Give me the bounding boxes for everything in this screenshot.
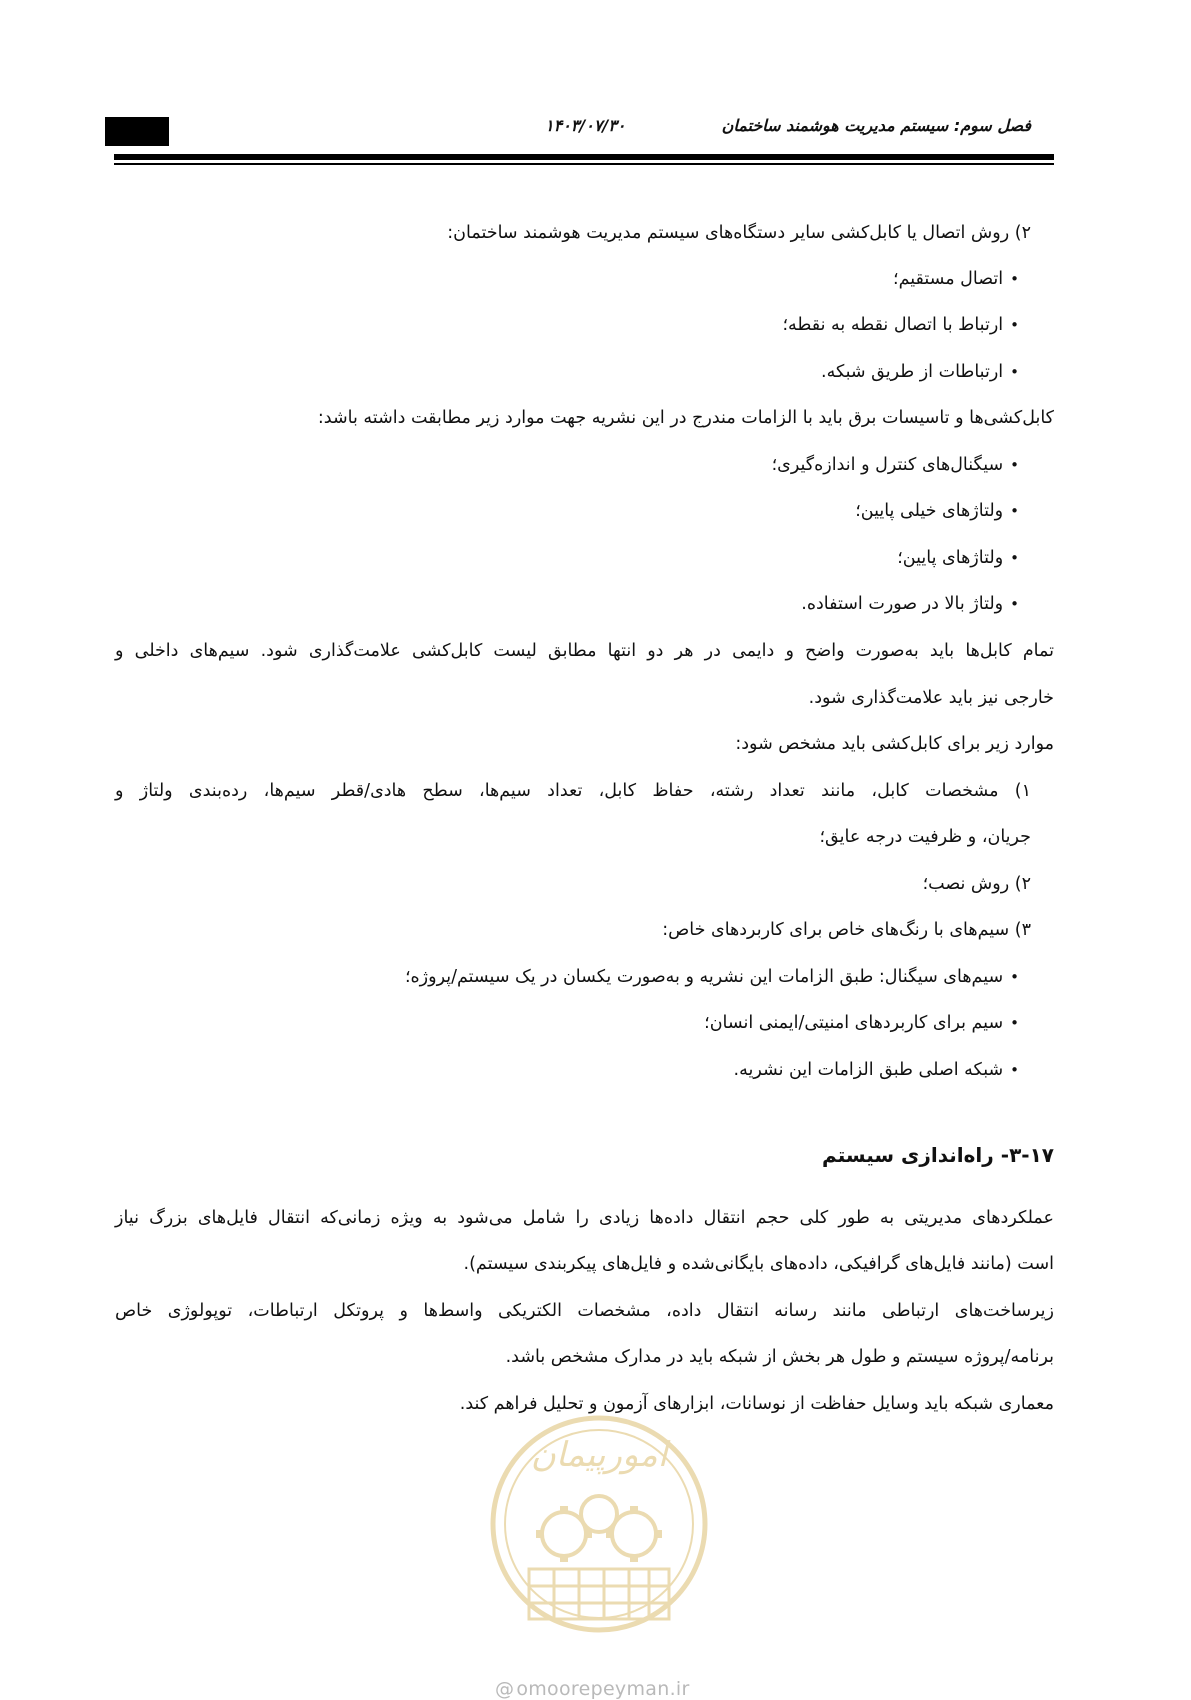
spec-item-3: ۳) سیم‌های با رنگ‌های خاص برای کاربردهای خاص: [662, 920, 1031, 940]
spec-item-1-line2: جریان، و ظرفیت درجه عایق؛ [819, 827, 1031, 847]
cabling-intro: کابل‌کشی‌ها و تاسیسات برق باید با الزامات مندرج در این نشریه جهت موارد زیر مطابقت داشته باشد: [317, 408, 1054, 428]
header-rule-thick [114, 154, 1054, 160]
chapter-title: فصل سوم: سیستم مدیریت هوشمند ساختمان [721, 116, 1031, 135]
bullet-item: • ولتاژهای خیلی پایین؛ [855, 498, 1019, 524]
item-2-connection-methods: ۲) روش اتصال یا کابل‌کشی سایر دستگاه‌های سیستم مدیریت هوشمند ساختمان: [447, 223, 1031, 243]
label-paragraph-line1: تمام کابل‌ها باید به‌صورت واضح و دایمی در هر دو انتها مطابق لیست کابل‌کشی علامت‌گذاری شود. سیم‌های داخلی و [115, 641, 1054, 661]
specify-intro: موارد زیر برای کابل‌کشی باید مشخص شود: [735, 734, 1054, 754]
watermark-logo-text: امورپیمان [530, 1435, 668, 1475]
paragraph-3: معماری شبکه باید وسایل حفاظت از نوسانات، ابزارهای آزمون و تحلیل فراهم کند. [459, 1394, 1054, 1414]
bullet-item: • ولتاژهای پایین؛ [897, 545, 1019, 571]
header-rule-thin [114, 163, 1054, 165]
spec-item-1-line1: ۱) مشخصات کابل، مانند تعداد رشته، حفاظ کابل، تعداد سیم‌ها، سطح هادی/قطر سیم‌ها، رده‌بندی ولتاژ و [115, 781, 1031, 801]
paragraph-1-line2: است (مانند فایل‌های گرافیکی، داده‌های بایگانی‌شده و فایل‌های پیکربندی سیستم). [463, 1254, 1054, 1274]
bullet-item: • ولتاژ بالا در صورت استفاده. [801, 591, 1019, 617]
bullet-item: • ارتباط با اتصال نقطه به نقطه؛ [782, 312, 1019, 338]
section-heading: ۳-۱۷- راه‌اندازی سیستم [822, 1143, 1054, 1167]
label-paragraph-line2: خارجی نیز باید علامت‌گذاری شود. [808, 688, 1054, 708]
bullet-item: • سیم‌های سیگنال: طبق الزامات این نشریه و به‌صورت یکسان در یک سیستم/پروژه؛ [405, 964, 1019, 990]
paragraph-2-line1: زیرساخت‌های ارتباطی مانند رسانه انتقال داده، مشخصات الکتریکی واسط‌ها و پروتکل ارتباطات، توپولوژی خاص [115, 1301, 1054, 1321]
bullet-item: • شبکه اصلی طبق الزامات این نشریه. [734, 1057, 1019, 1083]
spec-item-2: ۲) روش نصب؛ [922, 874, 1031, 894]
bullet-item: • سیم برای کاربردهای امنیتی/ایمنی انسان؛ [704, 1010, 1019, 1036]
bullet-item: • اتصال مستقیم؛ [893, 266, 1019, 292]
watermark-logo [484, 1404, 714, 1684]
bullet-item: • ارتباطات از طریق شبکه. [821, 359, 1019, 385]
page-number-box [105, 117, 169, 146]
header-date: ۱۴۰۳/۰۷/۳۰ [545, 116, 626, 135]
watermark-url: @ omoorepeyman.ir [495, 1678, 690, 1700]
paragraph-1-line1: عملکردهای مدیریتی به طور کلی حجم انتقال داده‌ها زیادی را شامل می‌شود به ویژه زمانی‌که انتقال فایل‌های بزرگ نیاز [115, 1208, 1054, 1228]
bullet-item: • سیگنال‌های کنترل و اندازه‌گیری؛ [772, 452, 1019, 478]
paragraph-2-line2: برنامه/پروژه سیستم و طول هر بخش از شبکه باید در مدارک مشخص باشد. [505, 1347, 1054, 1367]
